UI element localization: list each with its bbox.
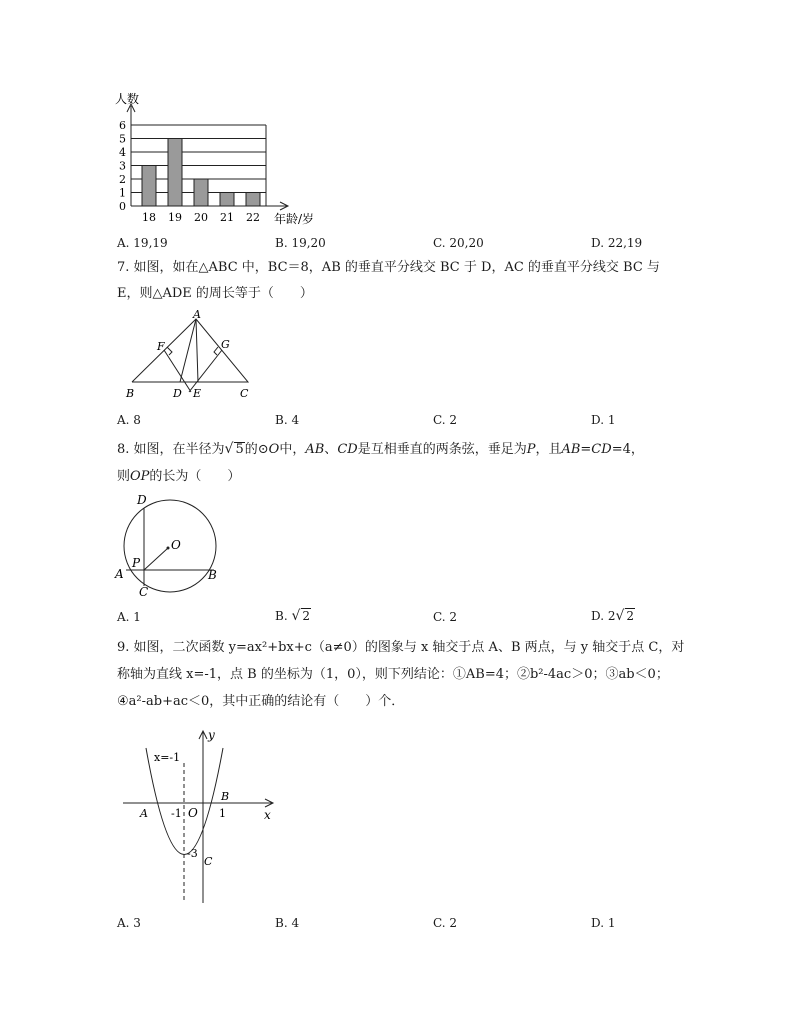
label-y: y — [208, 728, 215, 742]
q9-stem-line3: ④a²-ab+ac＜0，其中正确的结论有（ ）个． — [117, 694, 405, 709]
label-a: A — [193, 308, 201, 321]
x-tick-label: 18 — [142, 211, 156, 224]
q7-option-d[interactable]: D. 1 — [591, 413, 616, 427]
q7-triangle-figure — [120, 308, 260, 404]
q9-stem-line1: 9. 如图，二次函数 y=ax²+bx+c（a≠0）的图象与 x 轴交于点 A、B 两点，与 y 轴交于点 C，对 — [117, 640, 685, 655]
y-tick-label: 0 — [119, 200, 126, 213]
q8-circle-figure — [112, 490, 227, 600]
bar-19 — [168, 139, 182, 207]
q7-option-b[interactable]: B. 4 — [275, 413, 300, 427]
label-d: D — [173, 387, 182, 400]
circle-o — [124, 500, 216, 592]
label-c: C — [240, 387, 249, 400]
q7-stem-line2: E，则△ADE 的周长等于（ ） — [117, 286, 313, 301]
segment-op — [144, 548, 168, 570]
y-axis-label: 人数 — [115, 92, 140, 106]
y-tick-label: 2 — [119, 173, 126, 186]
label-x: x — [264, 808, 271, 822]
q8-option-c[interactable]: C. 2 — [433, 610, 458, 624]
q9-stem-line2: 称轴为直线 x=-1，点 B 的坐标为（1，0），则下列结论：①AB=4；②b²-4ac＞0；③ab＜0； — [117, 667, 669, 682]
bar-22 — [246, 193, 260, 207]
right-angle-g — [214, 347, 218, 355]
y-tick-label: 6 — [119, 119, 126, 132]
x-tick-label: 19 — [168, 211, 182, 224]
q9-option-b[interactable]: B. 4 — [275, 916, 300, 930]
chart-ticks — [119, 119, 260, 224]
label-b: B — [221, 790, 230, 803]
x-tick-label: 22 — [246, 211, 260, 224]
label-f: F — [157, 340, 165, 353]
q9-option-a[interactable]: A. 3 — [117, 916, 141, 930]
q7-option-a[interactable]: A. 8 — [117, 413, 141, 427]
y-tick-label: 5 — [119, 132, 126, 146]
triangle-abc — [132, 319, 248, 382]
q8-stem-line1: 8. 如图，在半径为√ 5的⊙O中，AB、CD是互相垂直的两条弦，垂足为P，且AB=CD=4， — [117, 439, 644, 460]
q6-option-b[interactable]: B. 19,20 — [275, 236, 326, 250]
label-neg1: -1 — [171, 807, 182, 820]
bar-18 — [142, 166, 156, 207]
q9-option-d[interactable]: D. 1 — [591, 916, 616, 930]
sqrt-5: √ 5 — [224, 441, 244, 457]
label-c: C — [204, 855, 213, 868]
label-o: O — [171, 538, 181, 552]
q7-stem-line1: 7. 如图，如在△ABC 中，BC＝8，AB 的垂直平分线交 BC 于 D，AC 的垂直平分线交 BC 与 — [117, 260, 660, 275]
line-ad — [180, 319, 196, 382]
bar-20 — [194, 179, 208, 206]
label-symmetry: x=-1 — [154, 751, 181, 764]
right-angle-f — [167, 347, 172, 355]
q8-option-b[interactable]: B. √ 2 — [275, 608, 311, 624]
label-one: 1 — [219, 807, 226, 820]
q9-parabola-figure — [118, 725, 283, 907]
q9-option-c[interactable]: C. 2 — [433, 916, 458, 930]
q6-option-c[interactable]: C. 20,20 — [433, 236, 484, 250]
label-a: A — [115, 567, 124, 581]
bar-21 — [220, 193, 234, 207]
q8-option-a[interactable]: A. 1 — [117, 610, 141, 624]
label-a: A — [140, 807, 148, 820]
label-g: G — [221, 338, 230, 351]
sqrt-2-d: √ 2 — [615, 608, 635, 624]
q8-option-d[interactable]: D. 2√ 2 — [591, 608, 635, 624]
label-b: B — [208, 568, 217, 582]
label-p: P — [132, 556, 141, 570]
y-tick-label: 4 — [119, 146, 126, 159]
chart-bars — [142, 139, 260, 207]
y-tick-label: 3 — [119, 159, 126, 173]
label-c: C — [139, 585, 149, 599]
q6-option-d[interactable]: D. 22,19 — [591, 236, 643, 250]
label-d: D — [137, 493, 147, 507]
label-neg3: -3 — [187, 847, 198, 860]
x-tick-label: 21 — [220, 211, 234, 224]
label-b: B — [126, 387, 135, 400]
center-dot — [167, 547, 170, 550]
q6-option-a[interactable]: A. 19,19 — [117, 236, 168, 250]
perp-bisector-ge — [189, 350, 222, 392]
y-tick-label: 1 — [119, 186, 126, 200]
q7-option-c[interactable]: C. 2 — [433, 413, 458, 427]
x-axis-label: 年龄/岁 — [274, 212, 315, 226]
age-bar-chart — [110, 88, 340, 228]
sqrt-2-b: √ 2 — [291, 608, 311, 624]
q8-stem-line2: 则OP的长为（ ） — [117, 469, 241, 484]
x-tick-label: 20 — [194, 211, 208, 224]
label-o: O — [188, 806, 198, 820]
label-e: E — [193, 387, 202, 400]
line-ae — [196, 319, 198, 382]
